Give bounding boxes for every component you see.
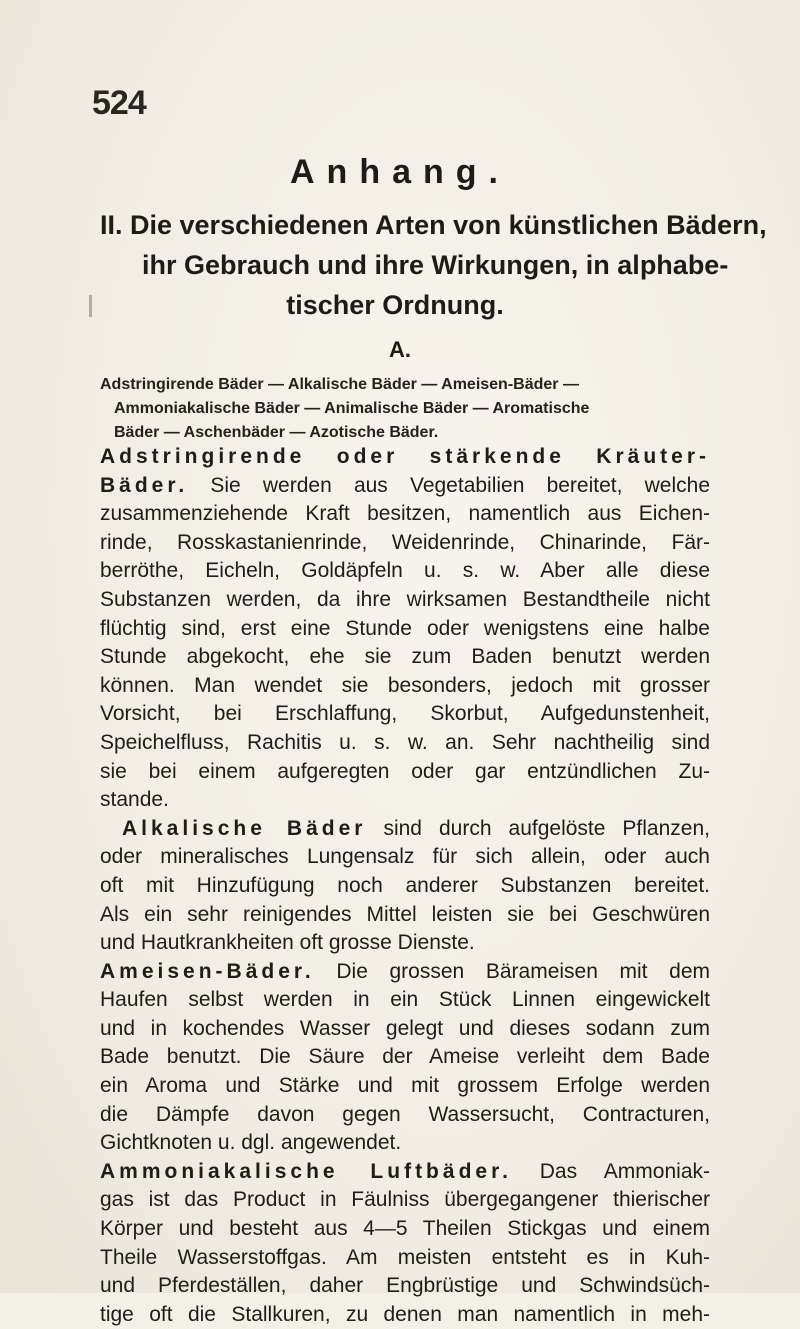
- entry-text: können. Man wendet sie besonders, jedoch mit grosser: [100, 673, 710, 697]
- body-line: [100, 1101, 710, 1130]
- entry-text: Sie werden aus Vegetabilien bereitet, welche: [188, 473, 710, 497]
- entry-text: Speichelfluss, Rachitis u. s. w. an. Sehr nachtheilig sind: [100, 730, 710, 754]
- entry-text: und Hautkrankheiten oft grosse Dienste.: [100, 931, 475, 955]
- body-line: [100, 786, 710, 815]
- entry-text: die Dämpfe davon gegen Wassersucht, Contracturen,: [100, 1102, 710, 1126]
- entry-text: zusammenziehende Kraft besitzen, namentlich aus Eichen-: [100, 502, 710, 526]
- entry-term: Adstringirende oder stärkende Kräuter-: [100, 445, 710, 468]
- body-line: [100, 672, 710, 701]
- body-line: [100, 1129, 710, 1158]
- entry-text: rinde, Rosskastanienrinde, Weidenrinde, Chinarinde, Fär-: [100, 530, 710, 554]
- body-line: [100, 1244, 710, 1273]
- body-line: [100, 557, 710, 586]
- body-line: [100, 1072, 710, 1101]
- chapter-heading: [100, 205, 767, 325]
- entry-term: Alkalische Bäder: [122, 816, 367, 840]
- body-line: [100, 615, 710, 644]
- body-line: [100, 843, 710, 872]
- body-text: [100, 443, 710, 1329]
- entry-text: stande.: [100, 788, 169, 812]
- section-title: Anhang.: [290, 153, 510, 191]
- section-contents: [100, 373, 710, 445]
- entry-text: Die grossen Bärameisen mit dem: [314, 959, 710, 983]
- contents-line: Bäder — Aschenbäder — Azotische Bäder.: [114, 424, 439, 441]
- margin-mark: [89, 295, 92, 317]
- body-line: [100, 986, 710, 1015]
- body-line: [100, 901, 710, 930]
- body-line: [100, 529, 710, 558]
- entry-text: Vorsicht, bei Erschlaffung, Skorbut, Aufgedunstenheit,: [100, 702, 710, 726]
- entry-term: Bäder.: [100, 473, 189, 497]
- body-line: [100, 443, 710, 472]
- body-line: [100, 872, 710, 901]
- entry-text: berröthe, Eicheln, Goldäpfeln u. s. w. Aber alle diese: [100, 559, 710, 583]
- body-line: [100, 1158, 710, 1187]
- entry-text: und Pferdeställen, daher Engbrüstige und Schwindsüch-: [100, 1274, 710, 1298]
- contents-line: Adstringirende Bäder — Alkalische Bäder — Ameisen-Bäder —: [100, 376, 579, 393]
- entry-text: flüchtig sind, erst eine Stunde oder wenigstens eine halbe: [100, 616, 710, 640]
- entry-text: Körper und besteht aus 4—5 Theilen Stickgas und einem: [100, 1217, 710, 1241]
- entry-text: gas ist das Product in Fäulniss übergegangener thierischer: [100, 1188, 710, 1212]
- body-line: [100, 1301, 710, 1329]
- entry-text: Als ein sehr reinigendes Mittel leisten sie bei Geschwüren: [100, 902, 710, 926]
- section-letter: A.: [389, 337, 411, 362]
- body-line: [100, 1043, 710, 1072]
- body-line: [100, 929, 710, 958]
- entry-text: sind durch aufgelöste Pflanzen,: [366, 816, 710, 840]
- page-number: 524: [92, 84, 146, 122]
- entry-text: Das Ammoniak-: [511, 1159, 710, 1183]
- chapter-heading-line: ihr Gebrauch und ihre Wirkungen, in alphabe-: [142, 250, 729, 280]
- entry-text: oft mit Hinzufügung noch anderer Substanzen bereitet.: [100, 873, 710, 897]
- body-line: [100, 643, 710, 672]
- entry-text: Stunde abgekocht, ehe sie zum Baden benutzt werden: [100, 645, 710, 669]
- entry-text: sie bei einem aufgeregten oder gar entzündlichen Zu-: [100, 759, 710, 783]
- body-line: [100, 1015, 710, 1044]
- body-line: [100, 1186, 710, 1215]
- entry-text: Haufen selbst werden in ein Stück Linnen eingewickelt: [100, 988, 710, 1012]
- entry-text: Theile Wasserstoffgas. Am meisten entsteht es in Kuh-: [100, 1245, 710, 1269]
- body-line: [100, 1215, 710, 1244]
- entry-term: Ammoniakalische Luftbäder.: [100, 1159, 512, 1183]
- entry-term: Ameisen-Bäder.: [100, 959, 315, 983]
- body-line: [100, 586, 710, 615]
- body-line: [100, 700, 710, 729]
- chapter-heading-line: II. Die verschiedenen Arten von künstlichen Bädern,: [100, 210, 767, 240]
- contents-line: Ammoniakalische Bäder — Animalische Bäder — Aromatische: [114, 400, 590, 417]
- chapter-heading-line: tischer Ordnung.: [286, 290, 504, 320]
- entry-text: Bade benutzt. Die Säure der Ameise verleiht dem Bade: [100, 1045, 710, 1069]
- body-line: [100, 758, 710, 787]
- body-line: [100, 500, 710, 529]
- body-line: [100, 958, 710, 987]
- entry-text: tige oft die Stallkuren, zu denen man namentlich in meh-: [100, 1302, 710, 1326]
- body-line: [100, 1272, 710, 1301]
- body-line: [100, 729, 710, 758]
- entry-text: und in kochendes Wasser gelegt und dieses sodann zum: [100, 1016, 710, 1040]
- body-line: [100, 815, 710, 844]
- entry-text: ein Aroma und Stärke und mit grossem Erfolge werden: [100, 1074, 710, 1098]
- entry-text: Gichtknoten u. dgl. angewendet.: [100, 1131, 402, 1155]
- body-line: [100, 472, 710, 501]
- entry-text: oder mineralisches Lungensalz für sich allein, oder auch: [100, 845, 710, 869]
- entry-text: Substanzen werden, da ihre wirksamen Bestandtheile nicht: [100, 587, 710, 611]
